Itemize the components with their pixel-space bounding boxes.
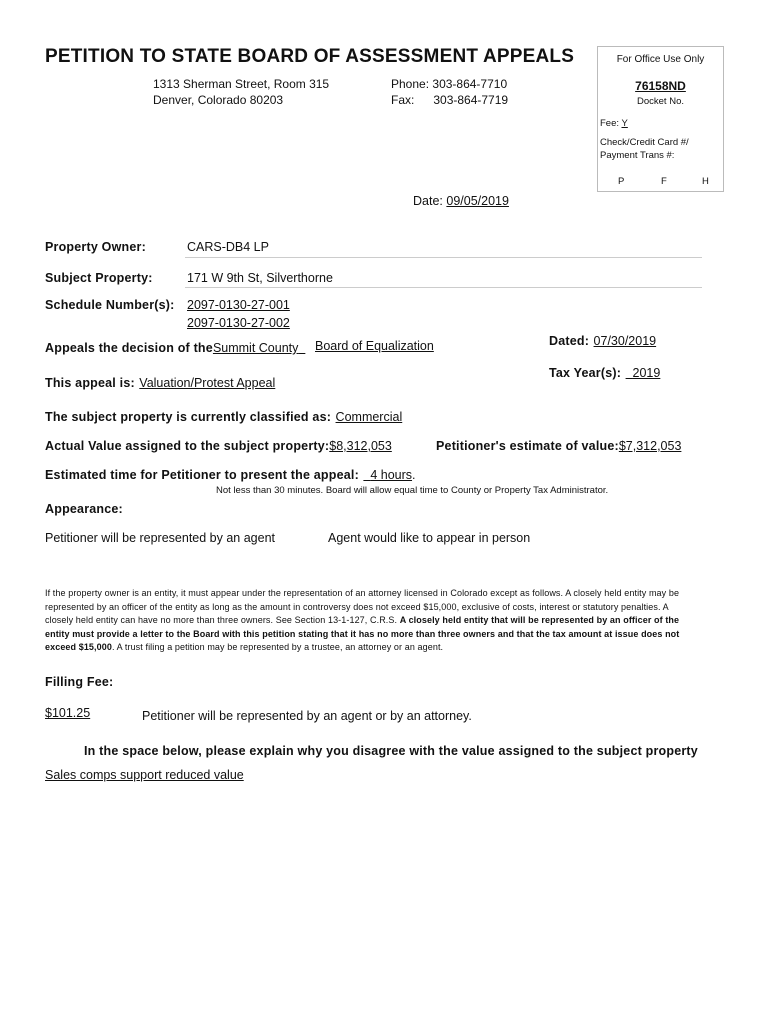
tax-year-value: 2019 (632, 366, 661, 380)
contact-info (391, 76, 508, 108)
tax-year-label: Tax Year(s): (549, 366, 622, 380)
explain-heading: In the space below, please explain why you disagree with the value assigned to the subject property (84, 744, 698, 758)
phone-number: 303-864-7710 (432, 77, 508, 91)
address-line-2: Denver, Colorado 80203 (153, 93, 284, 107)
fee-value: Y (621, 118, 628, 129)
estimate-amount: $7,312,053 (618, 439, 682, 453)
docket-number: 76158ND (635, 79, 686, 93)
office-use-box (597, 46, 724, 192)
phone-label: Phone: (391, 77, 430, 91)
entity-notice: If the property owner is an entity, it must appear under the representation of an attorney licensed in Colorado except as follows. A closely held entity may be represented by an officer of the entity as long as the amount in controversy does not exceed $15,000, exclusive of costs, interest or statutory penalties. A closely held entity can have no more than three owners. See Section 13-1-127, C.R.S. A closely held entity that will be represented by an officer of the entity must provide a letter to the Board with this petition stating that it has no more than three owners and that the tax amount at issue does not exceed $15,000. A trust filing a petition may be represented by a trustee, an attorney or an agent. (45, 588, 680, 653)
appeal-type-label: This appeal is: (45, 376, 135, 390)
board-address (153, 76, 329, 108)
actual-value-label: Actual Value assigned to the subject property: (45, 439, 330, 453)
appeal-label: Appeals the decision of the (45, 341, 213, 355)
date-label: Date: (413, 194, 443, 208)
schedule-number-2: 2097-0130-27-002 (187, 316, 290, 330)
estimate-label: Petitioner's estimate of value: (436, 439, 619, 453)
address-line-1: 1313 Sherman Street, Room 315 (153, 77, 330, 91)
actual-value (45, 437, 392, 455)
actual-value-amount: $8,312,053 (329, 439, 392, 453)
schedule-number-1: 2097-0130-27-001 (187, 298, 290, 312)
office-use-header: For Office Use Only (616, 54, 705, 65)
appeal-type-value: Valuation/Protest Appeal (139, 376, 276, 390)
owner-label: Property Owner: (45, 240, 146, 254)
page-title: PETITION TO STATE BOARD OF ASSESSMENT APPEALS (45, 46, 575, 67)
entity-notice-bold: A closely held entity that will be represented by an officer of the entity must provide a letter to the Board with this petition stating that it has no more than three owners and that the tax amount at issue does not exceed $15,000 (45, 615, 680, 653)
petitioner-estimate (436, 437, 681, 455)
appearance-option-in-person: Agent would like to appear in person (328, 531, 531, 545)
classification-label: The subject property is currently classified as: (45, 410, 332, 424)
classification-value: Commercial (335, 410, 403, 424)
appeal-type (45, 374, 275, 392)
filing-fee-note: Petitioner will be represented by an agent or by an attorney. (142, 709, 472, 723)
fax-label: Fax: (391, 93, 415, 107)
owner-rule (185, 257, 702, 258)
explain-text: Sales comps support reduced value (45, 768, 244, 782)
presentation-time: Estimated time for Petitioner to present the appeal: 4 hours. (45, 468, 416, 482)
office-f: F (661, 176, 667, 187)
filing-fee-amount: $101.25 (45, 706, 91, 720)
appeal-board: Board of Equalization (315, 339, 434, 353)
appeal-decision (45, 339, 305, 357)
filing-fee-label: Filling Fee: (45, 675, 114, 689)
office-p: P (618, 176, 625, 187)
appearance-option-agent: Petitioner will be represented by an agent (45, 531, 276, 545)
time-note: Not less than 30 minutes. Board will allow equal time to County or Property Tax Administrator. (216, 485, 609, 496)
fee-label: Fee: (600, 118, 620, 129)
fax-number: 303-864-7719 (433, 93, 509, 107)
appeal-county: Summit County (212, 341, 299, 355)
owner-value: CARS-DB4 LP (187, 240, 269, 254)
time-value: 4 hours (370, 468, 413, 482)
dated-label: Dated: (549, 334, 590, 348)
time-label: Estimated time for Petitioner to present the appeal: (45, 468, 359, 482)
date-value: 09/05/2019 (446, 194, 509, 208)
docket-label: Docket No. (637, 96, 684, 107)
tax-year (549, 364, 660, 382)
check-label: Check/Credit Card #/ Payment Trans #: (600, 137, 689, 161)
appearance-label: Appearance: (45, 502, 123, 516)
subject-label: Subject Property: (45, 271, 153, 285)
schedule-label: Schedule Number(s): (45, 298, 175, 312)
petition-date (413, 194, 509, 208)
subject-rule (185, 287, 702, 288)
classification (45, 408, 402, 426)
decision-dated (549, 332, 656, 350)
subject-value: 171 W 9th St, Silverthorne (187, 271, 333, 285)
dated-value: 07/30/2019 (593, 334, 657, 348)
office-h: H (702, 176, 709, 187)
